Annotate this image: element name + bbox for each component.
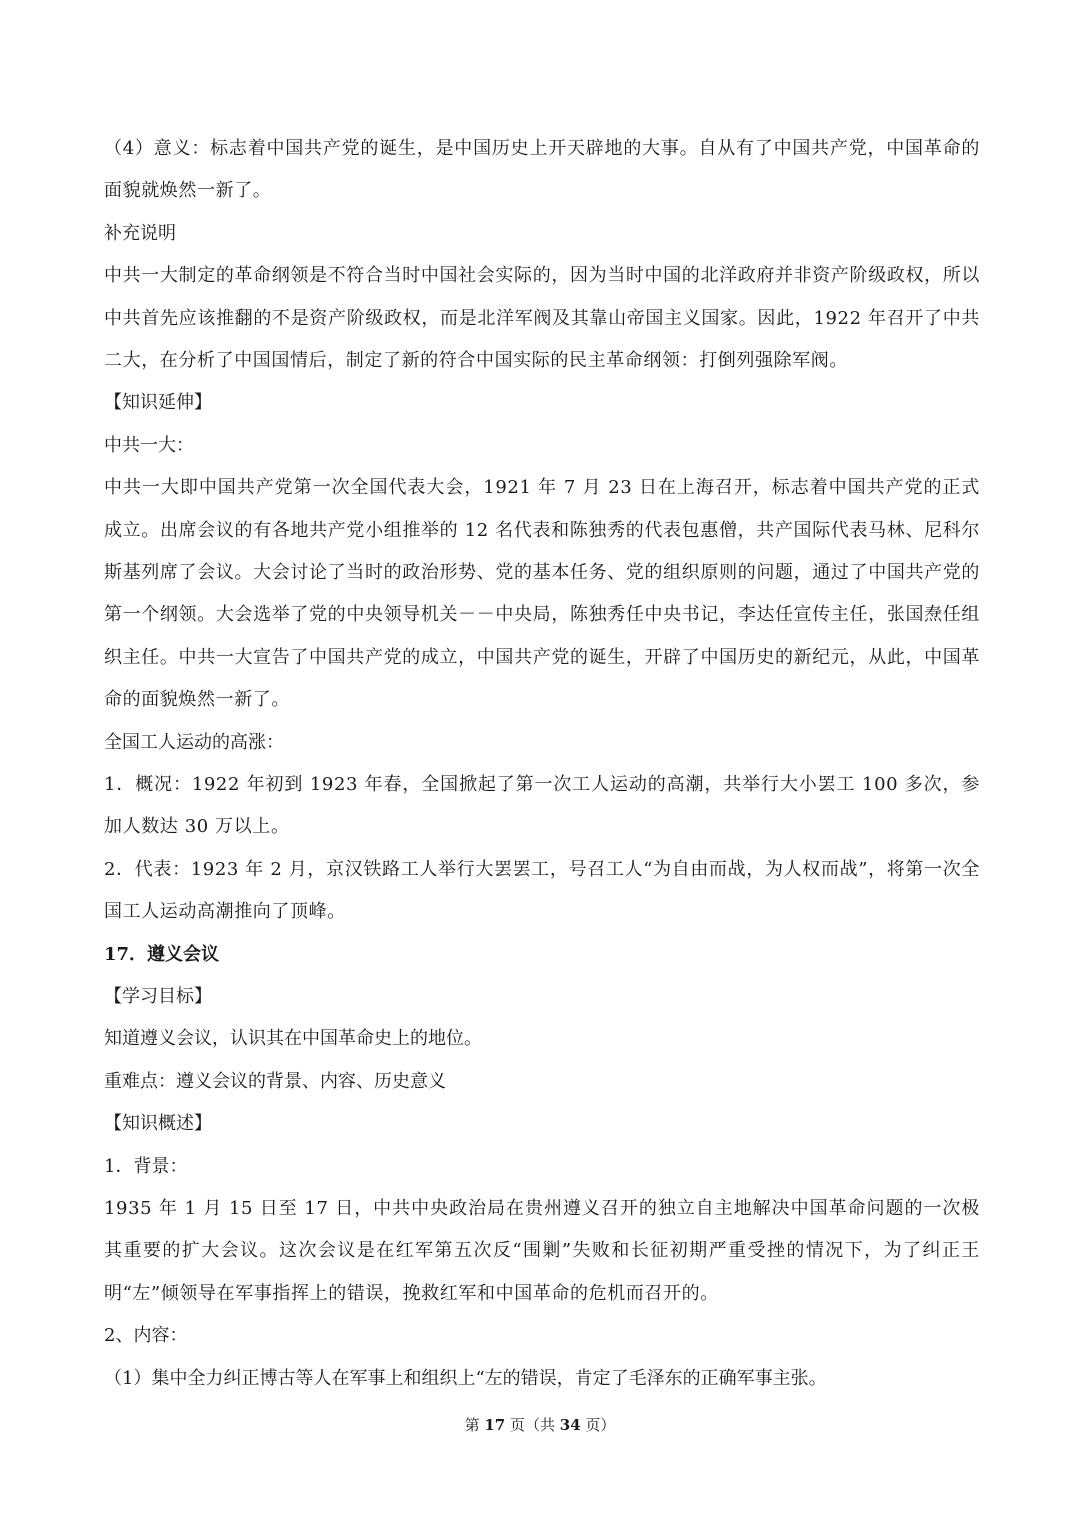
paragraph-content-item-1: （1）集中全力纠正博古等人在军事上和组织上“左的错误，肯定了毛泽东的正确军事主张。 [104,1367,827,1389]
paragraph-key-points: 重难点：遵义会议的背景、内容、历史意义 [104,1070,446,1092]
footer-suffix: 页） [580,1416,616,1434]
paragraph-significance: （4）意义：标志着中国共产党的诞生，是中国历史上开天辟地的大事。自从有了中国共产党，中国革命的面貌就焕然一新了。 [104,138,980,202]
paragraph-background: 1935 年 1 月 15 日至 17 日，中共中央政治局在贵州遵义召开的独立自主地解决中国革命问题的一次极其重要的扩大会议。这次会议是在红军第五次反“围剿”失败和长征初期严重受挫的情况下，为了纠正王明“左”倾领导在军事指挥上的错误，挽救红军和中国革命的危机而召开的。 [104,1198,980,1304]
heading-supplement: 补充说明 [104,222,176,244]
footer-middle: 页（共 [505,1416,560,1434]
section-title-zunyi: 17．遵义会议 [104,943,220,965]
heading-background: 1．背景： [104,1155,188,1177]
heading-learning-goals: 【学习目标】 [104,986,212,1008]
page-footer [0,1414,1080,1436]
paragraph-learning-goal: 知道遵义会议，认识其在中国革命史上的地位。 [104,1028,482,1050]
page-body [104,128,980,1400]
paragraph-workers-representative: 2．代表：1923 年 2 月，京汉铁路工人举行大罢罢工，号召工人“为自由而战，为人权而战”，将第一次全国工人运动高潮推向了顶峰。 [104,858,980,923]
paragraph-first-congress: 中共一大即中国共产党第一次全国代表大会，1921 年 7 月 23 日在上海召开，标志着中国共产党的正式成立。出席会议的有各地共产党小组推举的 12 名代表和陈独秀的代表包惠僧，共产国际代表马林、尼科尔斯基列席了会议。大会讨论了当时的政治形势、党的基本任务、党的组织原则的问题，通过了中国共产党的第一个纲领。大会选举了党的中央领导机关－－中央局，陈独秀任中央书记，李达任宣传主任，张国焘任组织主任。中共一大宣告了中国共产党的成立，中国共产党的诞生，开辟了中国历史的新纪元，从此，中国革命的面貌焕然一新了。 [104,477,980,711]
heading-content: 2、内容： [104,1325,188,1347]
footer-page-number: 17 [484,1416,506,1434]
paragraph-workers-overview: 1．概况：1922 年初到 1923 年春，全国掀起了第一次工人运动的高潮，共举行大小罢工 100 多次，参加人数达 30 万以上。 [104,774,980,838]
heading-knowledge-overview: 【知识概述】 [104,1113,212,1135]
footer-total-pages: 34 [559,1416,581,1434]
heading-workers-movement: 全国工人运动的高涨： [104,731,284,753]
footer-prefix: 第 [464,1416,485,1434]
heading-knowledge-extension: 【知识延伸】 [104,392,212,414]
heading-first-congress: 中共一大： [104,434,194,456]
paragraph-supplement: 中共一大制定的革命纲领是不符合当时中国社会实际的，因为当时中国的北洋政府并非资产阶级政权，所以中共首先应该推翻的不是资产阶级政权，而是北洋军阀及其靠山帝国主义国家。因此，1922 年召开了中共二大，在分析了中国国情后，制定了新的符合中国实际的民主革命纲领：打倒列强除军阀。 [104,265,980,372]
